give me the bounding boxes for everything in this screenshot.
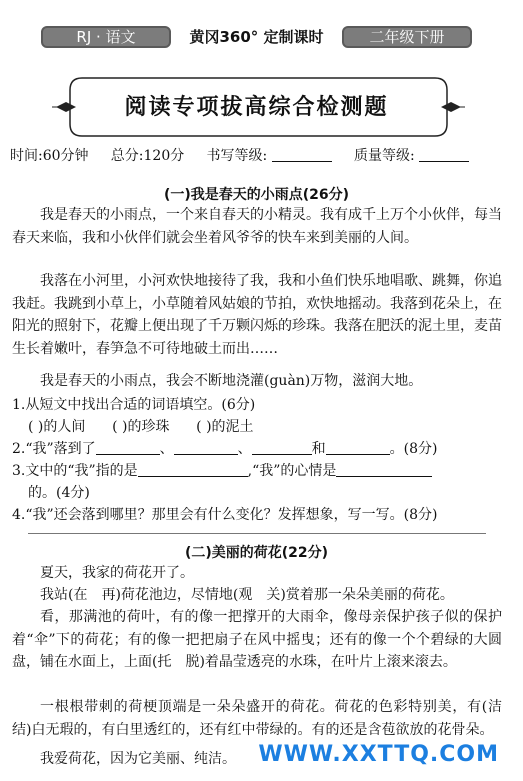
question-1: 1.从短文中找出合适的词语填空。(6分) [12,397,256,413]
q3-blank-2[interactable] [336,462,432,477]
s2-paragraph-1: 夏天，我家的荷花开了。 [40,565,194,581]
quality-grade-label: 质量等级: [353,148,415,164]
q1-item-1: ( )的人间 [28,419,86,435]
quality-grade-blank[interactable] [419,147,469,162]
q2-text-b: 和 [311,441,326,457]
s2-paragraph-2: 我站(在 再)荷花池边，尽情地(观 关)赏着那一朵朵美丽的荷花。 [40,587,454,603]
page-title: 阅读专项拔高综合检测题 [124,94,389,120]
question-3 [12,460,507,482]
page-header [41,26,472,48]
section1-title: (一)我是春天的小雨点(26分) [163,187,350,203]
q2-blank-4[interactable] [326,440,390,455]
q2-blank-3[interactable] [252,440,312,455]
writing-grade-blank[interactable] [272,147,332,162]
s1-paragraph-1: 我是春天的小雨点，一个来自春天的小精灵。我有成千上万个小伙伴，每当春天来临，我和小伙伴们就会坐着风爷爷的快车来到美丽的人间。 [12,207,502,246]
s2-paragraph-4: 一根根带刺的荷梗顶端是一朵朵盛开的荷花。荷花的色彩特别美，有(洁 结)白无瑕的，有白里透红的，还有红中带绿的。有的还是含苞欲放的花骨朵。 [12,699,516,738]
exam-info [10,145,469,165]
s2-paragraph-5: 我爱荷花，因为它美丽、纯洁。 [40,751,236,767]
q2-blank-1[interactable] [96,440,160,455]
grade-pill: 二年级下册 [342,26,472,48]
question-3-cont: 的。(4分) [28,485,90,501]
subject-pill: RJ · 语文 [41,26,171,48]
s1-paragraph-3: 我是春天的小雨点，我会不断地浇灌(guàn)万物，滋润大地。 [40,373,423,389]
q2-score: 。(8分) [389,441,438,457]
site-watermark: WWW.XXTTQ.COM [258,742,499,767]
q1-item-3: ( )的泥土 [196,419,254,435]
question-2: 2.“我”落到了 、 、 和 。(8分) [12,441,438,457]
q2-blank-2[interactable] [174,440,238,455]
series-title: 黄冈360° 定制课时 [189,28,324,46]
section-divider [28,533,486,534]
q3-text-a: 3.文中的“我”指的是 [12,463,138,479]
section2-title: (二)美丽的荷花(22分) [184,545,329,561]
q2-text-a: 2.“我”落到了 [12,441,96,457]
q3-blank-1[interactable] [138,462,248,477]
s2-paragraph-3: 看，那满池的荷叶，有的像一把撑开的大雨伞，像母亲保护孩子似的保护着“伞”下的荷花；有的像一把把扇子在风中摇曳；还有的像一个个碧绿的大圆盘，铺在水面上，上面(托 脱)着晶莹透亮的水珠，在叶片上滚来滚去。 [12,609,502,670]
writing-grade-label: 书写等级: [206,148,268,164]
question-4: 4.“我”还会落到哪里？那里会有什么变化？发挥想象，写一写。(8分) [12,507,438,523]
q3-text-b: ,“我”的心情是 [247,463,337,479]
question-1-items [28,416,523,438]
s1-paragraph-2: 我落在小河里，小河欢快地接待了我，我和小鱼们快乐地唱歌、跳舞，你追我赶。我跳到小草上，小草随着风姑娘的节拍，欢快地摇动。我落到花朵上，在阳光的照射下，花瓣上便出现了千万颗闪烁的珍珠。我落在肥沃的泥土里，麦苗生长着嫩叶，春笋急不可待地破土而出…… [12,273,502,357]
score-label: 总分:120分 [110,148,185,164]
q1-item-2: ( )的珍珠 [112,419,170,435]
time-label: 时间:60分钟 [10,148,89,164]
